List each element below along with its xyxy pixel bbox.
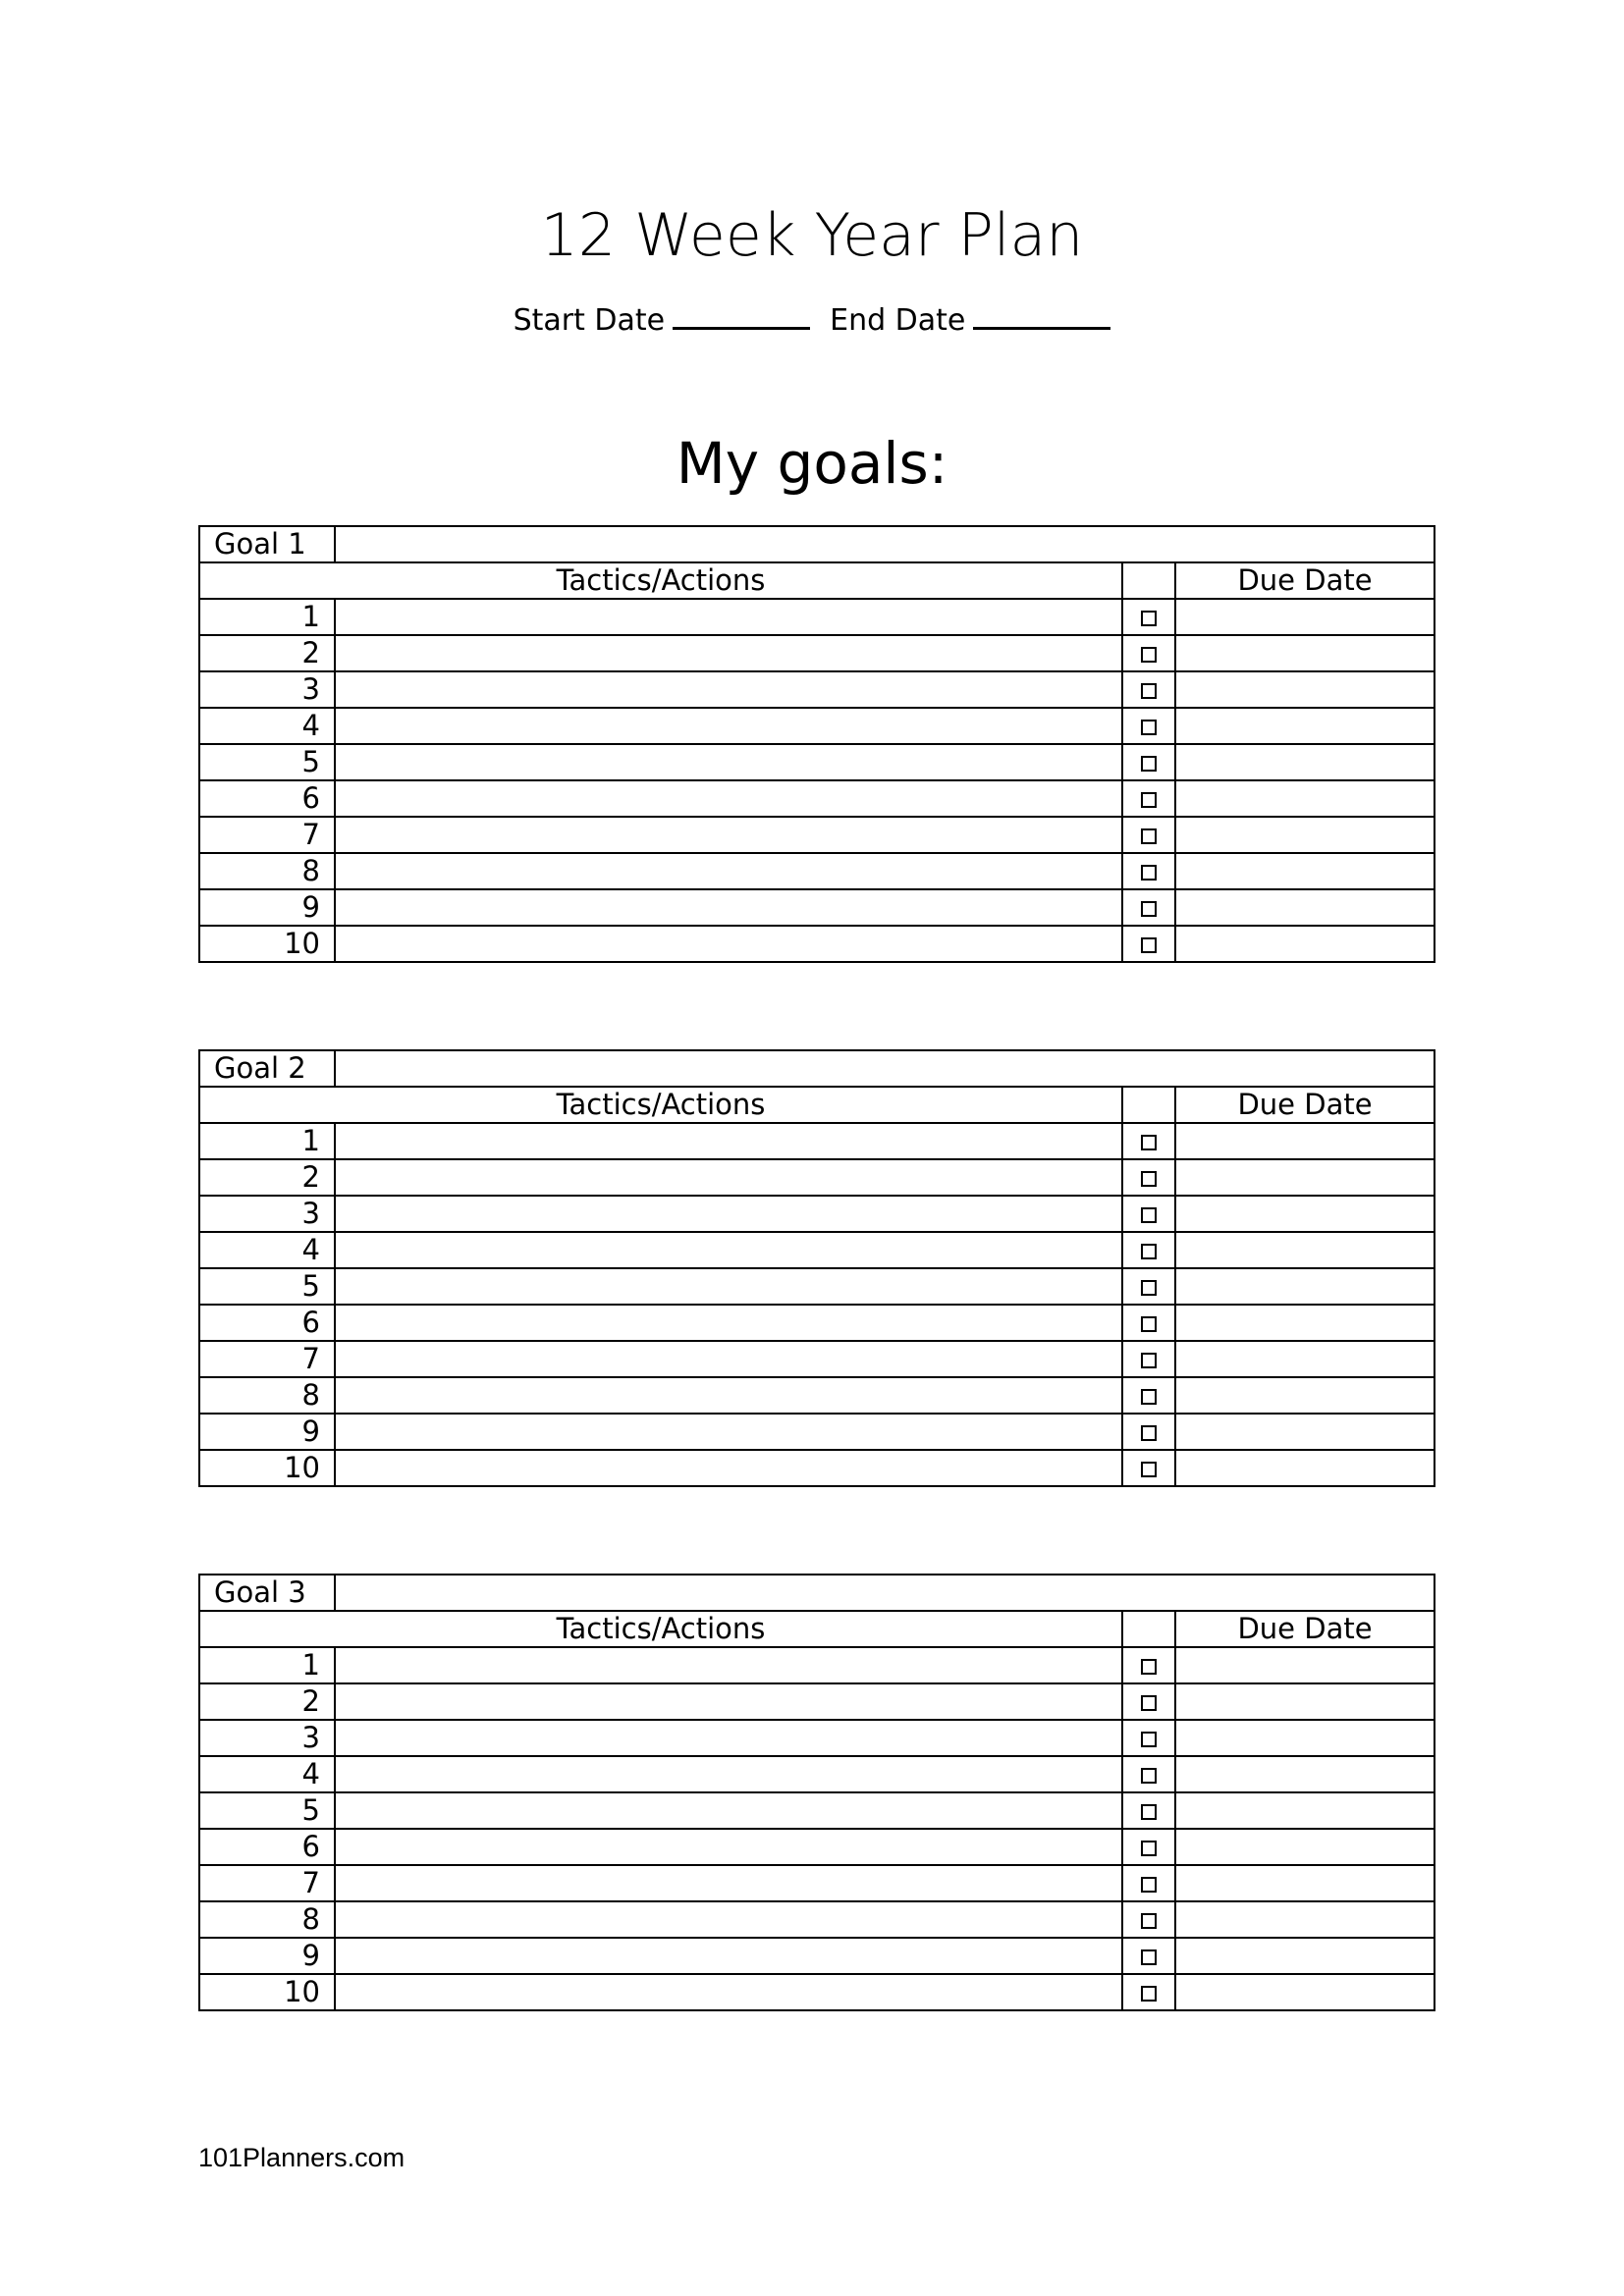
goal-table <box>198 525 1435 963</box>
checkbox-cell <box>1122 1196 1175 1232</box>
checkbox[interactable] <box>1141 1462 1157 1477</box>
due-date-input[interactable] <box>1175 599 1435 635</box>
tactics-header: Tactics/Actions <box>199 1087 1122 1123</box>
row-number: 3 <box>199 1196 335 1232</box>
table-row <box>199 635 1435 671</box>
due-date-input[interactable] <box>1175 1414 1435 1450</box>
checkbox[interactable] <box>1141 828 1157 844</box>
table-header-row <box>199 562 1435 599</box>
checkbox-cell <box>1122 1974 1175 2010</box>
table-row <box>199 1196 1435 1232</box>
due-date-header: Due Date <box>1175 562 1435 599</box>
checkbox-cell <box>1122 817 1175 853</box>
table-header-row <box>199 1611 1435 1647</box>
checkbox-cell <box>1122 708 1175 744</box>
due-date-input[interactable] <box>1175 744 1435 780</box>
table-row <box>199 853 1435 889</box>
checkbox[interactable] <box>1141 901 1157 917</box>
table-row <box>199 1341 1435 1377</box>
checkbox-cell <box>1122 1159 1175 1196</box>
checkbox[interactable] <box>1141 1389 1157 1405</box>
due-date-input[interactable] <box>1175 853 1435 889</box>
due-date-input[interactable] <box>1175 817 1435 853</box>
table-row <box>199 1683 1435 1720</box>
checkbox[interactable] <box>1141 1659 1157 1675</box>
checkbox-cell <box>1122 780 1175 817</box>
checkbox[interactable] <box>1141 865 1157 881</box>
row-number: 7 <box>199 817 335 853</box>
row-number: 3 <box>199 671 335 708</box>
table-row <box>199 1232 1435 1268</box>
checkbox[interactable] <box>1141 1695 1157 1711</box>
tactics-header: Tactics/Actions <box>199 1611 1122 1647</box>
action-input[interactable] <box>335 1901 1122 1938</box>
checkbox-cell <box>1122 926 1175 962</box>
row-number: 4 <box>199 1232 335 1268</box>
table-row <box>199 1450 1435 1486</box>
action-input[interactable] <box>335 744 1122 780</box>
checkbox-cell <box>1122 599 1175 635</box>
checkbox-cell <box>1122 1901 1175 1938</box>
checkbox-cell <box>1122 1341 1175 1377</box>
checkbox[interactable] <box>1141 1280 1157 1296</box>
due-date-input[interactable] <box>1175 1792 1435 1829</box>
action-input[interactable] <box>335 1683 1122 1720</box>
due-date-input[interactable] <box>1175 1756 1435 1792</box>
checkbox[interactable] <box>1141 1353 1157 1368</box>
due-date-input[interactable] <box>1175 1938 1435 1974</box>
due-date-input[interactable] <box>1175 926 1435 962</box>
goal-input[interactable] <box>335 1575 1435 1611</box>
row-number: 6 <box>199 1305 335 1341</box>
tactics-header: Tactics/Actions <box>199 562 1122 599</box>
table-header-row <box>199 1087 1435 1123</box>
row-number: 4 <box>199 708 335 744</box>
checkbox-cell <box>1122 1829 1175 1865</box>
due-date-input[interactable] <box>1175 1268 1435 1305</box>
action-input[interactable] <box>335 1756 1122 1792</box>
checkbox[interactable] <box>1141 1135 1157 1150</box>
checkbox[interactable] <box>1141 647 1157 663</box>
action-input[interactable] <box>335 1450 1122 1486</box>
due-date-input[interactable] <box>1175 1901 1435 1938</box>
row-number: 10 <box>199 1450 335 1486</box>
row-number: 2 <box>199 1159 335 1196</box>
checkbox[interactable] <box>1141 1877 1157 1893</box>
row-number: 8 <box>199 1377 335 1414</box>
due-date-input[interactable] <box>1175 1341 1435 1377</box>
footer-brand: 101Planners.com <box>198 2143 406 2172</box>
checkbox[interactable] <box>1141 1207 1157 1223</box>
due-date-input[interactable] <box>1175 889 1435 926</box>
table-row <box>199 708 1435 744</box>
goal-row <box>199 526 1435 562</box>
row-number: 1 <box>199 1647 335 1683</box>
checkbox-cell <box>1122 1414 1175 1450</box>
action-input[interactable] <box>335 853 1122 889</box>
checkbox-cell <box>1122 1377 1175 1414</box>
checkbox[interactable] <box>1141 1986 1157 2002</box>
table-row <box>199 1123 1435 1159</box>
action-input[interactable] <box>335 780 1122 817</box>
table-row <box>199 1792 1435 1829</box>
due-date-header: Due Date <box>1175 1611 1435 1647</box>
table-row <box>199 1974 1435 2010</box>
checkbox-cell <box>1122 1305 1175 1341</box>
due-date-input[interactable] <box>1175 1305 1435 1341</box>
table-row <box>199 889 1435 926</box>
table-row <box>199 1268 1435 1305</box>
end-date-label: End Date <box>830 303 966 338</box>
due-date-input[interactable] <box>1175 1232 1435 1268</box>
table-row <box>199 744 1435 780</box>
row-number: 8 <box>199 853 335 889</box>
action-input[interactable] <box>335 1232 1122 1268</box>
due-date-input[interactable] <box>1175 635 1435 671</box>
action-input[interactable] <box>335 1792 1122 1829</box>
checkbox-cell <box>1122 1720 1175 1756</box>
goals-heading: My goals: <box>676 430 948 497</box>
goal-row <box>199 1050 1435 1087</box>
checkbox-cell <box>1122 853 1175 889</box>
check-header <box>1122 1611 1175 1647</box>
row-number: 2 <box>199 635 335 671</box>
table-row <box>199 1865 1435 1901</box>
checkbox-cell <box>1122 1232 1175 1268</box>
table-row <box>199 926 1435 962</box>
row-number: 1 <box>199 1123 335 1159</box>
action-input[interactable] <box>335 671 1122 708</box>
action-input[interactable] <box>335 1720 1122 1756</box>
checkbox[interactable] <box>1141 1316 1157 1332</box>
action-input[interactable] <box>335 1938 1122 1974</box>
goal-input[interactable] <box>335 1050 1435 1087</box>
checkbox-cell <box>1122 1450 1175 1486</box>
checkbox[interactable] <box>1141 792 1157 808</box>
table-row <box>199 1901 1435 1938</box>
row-number: 10 <box>199 1974 335 2010</box>
checkbox[interactable] <box>1141 1425 1157 1441</box>
due-date-input[interactable] <box>1175 1647 1435 1683</box>
goal-row <box>199 1575 1435 1611</box>
goal-label: Goal 3 <box>199 1575 335 1611</box>
checkbox[interactable] <box>1141 1171 1157 1187</box>
row-number: 6 <box>199 1829 335 1865</box>
start-date-label: Start Date <box>513 303 666 338</box>
row-number: 2 <box>199 1683 335 1720</box>
checkbox[interactable] <box>1141 1244 1157 1259</box>
checkbox[interactable] <box>1141 683 1157 699</box>
goal-table <box>198 1049 1435 1487</box>
date-range <box>0 299 1624 341</box>
checkbox[interactable] <box>1141 611 1157 626</box>
checkbox[interactable] <box>1141 720 1157 735</box>
due-date-input[interactable] <box>1175 1159 1435 1196</box>
start-date-field[interactable] <box>673 299 810 330</box>
row-number: 8 <box>199 1901 335 1938</box>
checkbox[interactable] <box>1141 937 1157 953</box>
checkbox-cell <box>1122 1647 1175 1683</box>
action-input[interactable] <box>335 1829 1122 1865</box>
row-number: 10 <box>199 926 335 962</box>
table-row <box>199 1377 1435 1414</box>
action-input[interactable] <box>335 1341 1122 1377</box>
action-input[interactable] <box>335 1123 1122 1159</box>
checkbox-cell <box>1122 1123 1175 1159</box>
due-date-input[interactable] <box>1175 1974 1435 2010</box>
due-date-input[interactable] <box>1175 1865 1435 1901</box>
row-number: 9 <box>199 1938 335 1974</box>
checkbox-cell <box>1122 1756 1175 1792</box>
goal-table <box>198 1574 1435 2011</box>
table-row <box>199 1647 1435 1683</box>
action-input[interactable] <box>335 708 1122 744</box>
table-row <box>199 1305 1435 1341</box>
due-date-input[interactable] <box>1175 1450 1435 1486</box>
checkbox-cell <box>1122 1268 1175 1305</box>
check-header <box>1122 562 1175 599</box>
row-number: 7 <box>199 1865 335 1901</box>
row-number: 1 <box>199 599 335 635</box>
action-input[interactable] <box>335 1414 1122 1450</box>
due-date-input[interactable] <box>1175 1377 1435 1414</box>
checkbox-cell <box>1122 744 1175 780</box>
checkbox[interactable] <box>1141 1841 1157 1856</box>
due-date-input[interactable] <box>1175 1123 1435 1159</box>
row-number: 5 <box>199 1268 335 1305</box>
action-input[interactable] <box>335 1305 1122 1341</box>
action-input[interactable] <box>335 1268 1122 1305</box>
action-input[interactable] <box>335 1377 1122 1414</box>
table-row <box>199 1159 1435 1196</box>
row-number: 9 <box>199 889 335 926</box>
checkbox-cell <box>1122 1938 1175 1974</box>
checkbox[interactable] <box>1141 1949 1157 1965</box>
due-date-input[interactable] <box>1175 780 1435 817</box>
action-input[interactable] <box>335 635 1122 671</box>
page-title: 12 Week Year Plan <box>540 201 1084 270</box>
table-row <box>199 1938 1435 1974</box>
table-row <box>199 1829 1435 1865</box>
row-number: 4 <box>199 1756 335 1792</box>
action-input[interactable] <box>335 1647 1122 1683</box>
row-number: 5 <box>199 744 335 780</box>
table-row <box>199 1720 1435 1756</box>
end-date-field[interactable] <box>973 299 1110 330</box>
checkbox[interactable] <box>1141 1913 1157 1929</box>
table-row <box>199 599 1435 635</box>
due-date-input[interactable] <box>1175 708 1435 744</box>
action-input[interactable] <box>335 1159 1122 1196</box>
action-input[interactable] <box>335 1865 1122 1901</box>
action-input[interactable] <box>335 599 1122 635</box>
table-row <box>199 780 1435 817</box>
due-date-input[interactable] <box>1175 1196 1435 1232</box>
action-input[interactable] <box>335 817 1122 853</box>
goal-input[interactable] <box>335 526 1435 562</box>
action-input[interactable] <box>335 926 1122 962</box>
checkbox-cell <box>1122 1865 1175 1901</box>
table-row <box>199 1414 1435 1450</box>
checkbox-cell <box>1122 635 1175 671</box>
due-date-input[interactable] <box>1175 1720 1435 1756</box>
row-number: 3 <box>199 1720 335 1756</box>
goal-label: Goal 2 <box>199 1050 335 1087</box>
row-number: 6 <box>199 780 335 817</box>
goal-label: Goal 1 <box>199 526 335 562</box>
checkbox-cell <box>1122 671 1175 708</box>
checkbox-cell <box>1122 1683 1175 1720</box>
due-date-header: Due Date <box>1175 1087 1435 1123</box>
checkbox[interactable] <box>1141 1768 1157 1784</box>
action-input[interactable] <box>335 1196 1122 1232</box>
checkbox[interactable] <box>1141 1804 1157 1820</box>
table-row <box>199 817 1435 853</box>
table-row <box>199 671 1435 708</box>
due-date-input[interactable] <box>1175 1829 1435 1865</box>
row-number: 7 <box>199 1341 335 1377</box>
check-header <box>1122 1087 1175 1123</box>
due-date-input[interactable] <box>1175 671 1435 708</box>
checkbox-cell <box>1122 889 1175 926</box>
table-row <box>199 1756 1435 1792</box>
row-number: 9 <box>199 1414 335 1450</box>
action-input[interactable] <box>335 1974 1122 2010</box>
checkbox[interactable] <box>1141 756 1157 772</box>
checkbox-cell <box>1122 1792 1175 1829</box>
action-input[interactable] <box>335 889 1122 926</box>
row-number: 5 <box>199 1792 335 1829</box>
due-date-input[interactable] <box>1175 1683 1435 1720</box>
checkbox[interactable] <box>1141 1732 1157 1747</box>
